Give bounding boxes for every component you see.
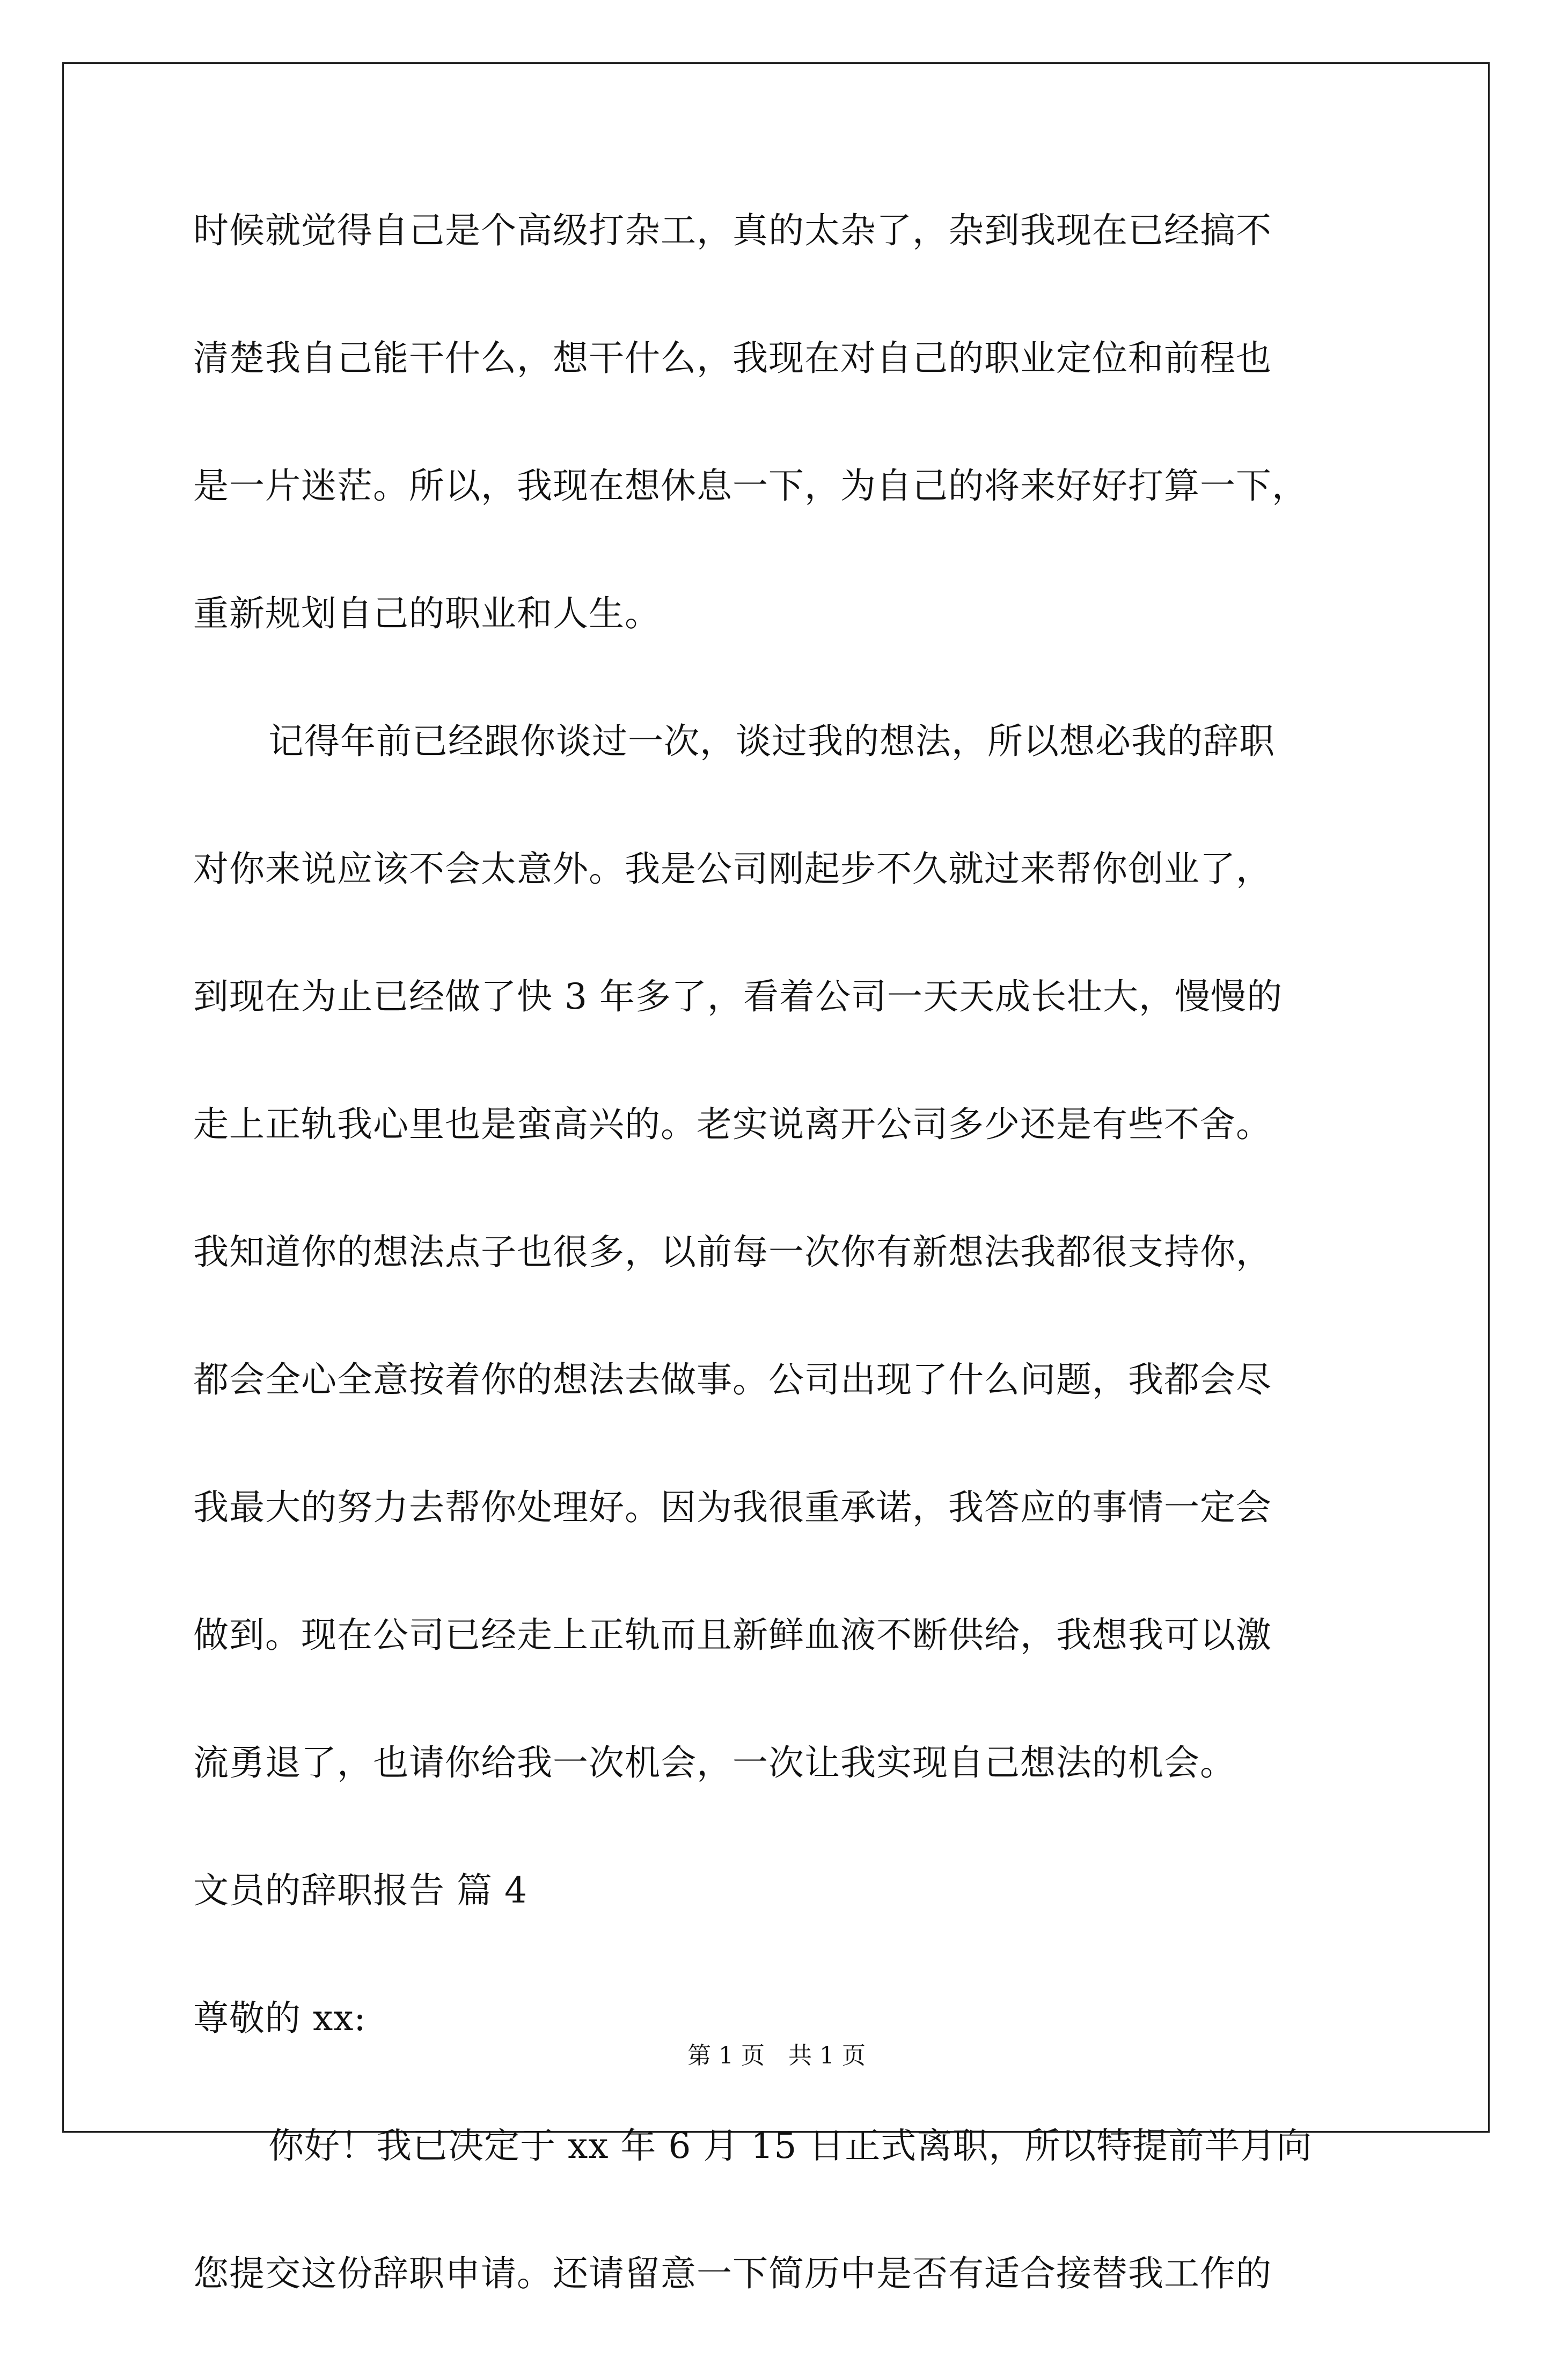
salutation: 尊敬的 xx: [193, 1997, 367, 2039]
body-text-line: 做到。现在公司已经走上正轨而且新鲜血液不断供给，我想我可以激 [193, 1614, 1272, 1656]
body-text-line: 清楚我自己能干什么，想干什么，我现在对自己的职业定位和前程也 [193, 337, 1272, 379]
body-text-line: 时候就觉得自己是个高级打杂工，真的太杂了，杂到我现在已经搞不 [193, 210, 1272, 251]
body-text-line: 我知道你的想法点子也很多，以前每一次你有新想法我都很支持你， [193, 1231, 1272, 1273]
paragraph-first-line: 你好！我已决定于 xx 年 6 月 15 日正式离职，所以特提前半月向 [268, 2125, 1313, 2166]
section-heading: 文员的辞职报告 篇 4 [193, 1870, 528, 1911]
body-text-line: 流勇退了，也请你给我一次机会，一次让我实现自己想法的机会。 [193, 1742, 1236, 1783]
body-text-line: 您提交这份辞职申请。还请留意一下简历中是否有适合接替我工作的 [193, 2253, 1272, 2294]
body-text-line: 到现在为止已经做了快 3 年多了，看着公司一天天成长壮大，慢慢的 [193, 976, 1283, 1017]
body-text-line: 走上正轨我心里也是蛮高兴的。老实说离开公司多少还是有些不舍。 [193, 1104, 1272, 1145]
page-number-footer: 第 1 页 共 1 页 [687, 2042, 866, 2069]
body-text-line: 重新规划自己的职业和人生。 [193, 593, 661, 634]
body-text-line: 对你来说应该不会太意外。我是公司刚起步不久就过来帮你创业了， [193, 848, 1272, 890]
body-text-line: 是一片迷茫。所以，我现在想休息一下，为自己的将来好好打算一下， [193, 465, 1308, 506]
paragraph-first-line: 记得年前已经跟你谈过一次，谈过我的想法，所以想必我的辞职 [268, 721, 1275, 762]
body-text-line: 都会全心全意按着你的想法去做事。公司出现了什么问题，我都会尽 [193, 1359, 1272, 1400]
body-text-line: 我最大的努力去帮你处理好。因为我很重承诺，我答应的事情一定会 [193, 1487, 1272, 1528]
